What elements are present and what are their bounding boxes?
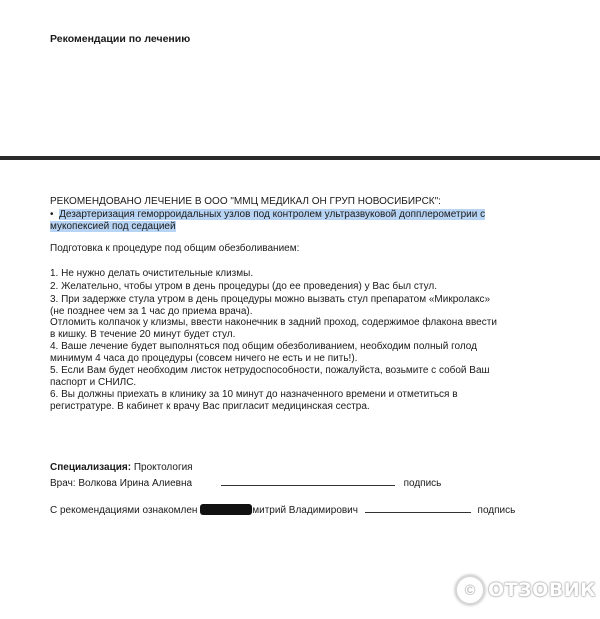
procedure-line-2 (50, 221, 176, 233)
specialization-label: Специализация: (50, 462, 132, 473)
procedure-line-1 (50, 209, 485, 221)
instruction-line: (не позднее чем за 1 час до приема врача). (50, 306, 253, 317)
otzovik-watermark (455, 575, 596, 605)
instruction-line: в кишку. В течение 20 минут будет стул. (50, 329, 236, 340)
instruction-line: 1. Не нужно делать очистительные клизмы. (50, 268, 254, 279)
instruction-line: 5. Если Вам будет необходим листок нетрудоспособности, пожалуйста, возьмите с собой Ваш (50, 365, 490, 376)
instruction-line: паспорт и СНИЛС. (50, 377, 137, 388)
instruction-line: Отломить колпачок у клизмы, ввести наконечник в задний проход, содержимое флакона ввести (50, 317, 497, 328)
instruction-line: 4. Ваше лечение будет выполняться под общим обезболиванием, необходим полный голод (50, 341, 477, 352)
bullet: • (50, 209, 54, 220)
acknowledged-prefix: С рекомендациями ознакомлен (50, 505, 198, 516)
page-title: Рекомендации по лечению (50, 33, 191, 45)
instruction-line: 6. Вы должны приехать в клинику за 10 минут до назначенного времени и отметиться в (50, 389, 458, 400)
doctor-name: Врач: Волкова Ирина Алиевна (50, 478, 193, 489)
specialization (50, 462, 193, 474)
instruction-line: 2. Желательно, чтобы утром в день процедуры (до ее проведения) у Вас был стул. (50, 281, 437, 292)
watermark-text: ОТЗОВИК (488, 579, 597, 601)
otzovik-logo-icon: © (455, 575, 485, 605)
redacted-name-block (200, 504, 252, 515)
specialization-value: Проктология (133, 462, 193, 473)
instruction-line: минимум 4 часа до процедуры (совсем ничего не есть и не пить!). (50, 353, 358, 364)
instruction-line: регистратуре. В кабинет к врачу Вас пригласит медицинская сестра. (50, 401, 370, 412)
patient-signature-line (365, 503, 471, 513)
instruction-line: 3. При задержке стула утром в день процедуры можно вызвать стул препаратом «Микролакс» (50, 294, 491, 305)
doctor-signature-row (50, 476, 441, 490)
signature-line (221, 476, 395, 486)
acknowledgement-row (50, 503, 515, 517)
procedure-name-highlight: Дезартеризация геморроидальных узлов под контролем ультразвуковой допплерометрии с (59, 209, 486, 220)
prep-heading: Подготовка к процедуре под общим обезболиванием: (50, 243, 300, 254)
signature-label: подпись (403, 478, 442, 489)
patient-signature-label: подпись (477, 505, 516, 516)
document-page-top (0, 0, 600, 156)
procedure-name-highlight-2: мукопексией под седацией (50, 221, 176, 232)
recommended-clinic: РЕКОМЕНДОВАНО ЛЕЧЕНИЕ В ООО "ММЦ МЕДИКАЛ ОН ГРУП НОВОСИБИРСК": (50, 196, 441, 207)
patient-name: митрий Владимирович (252, 505, 358, 516)
